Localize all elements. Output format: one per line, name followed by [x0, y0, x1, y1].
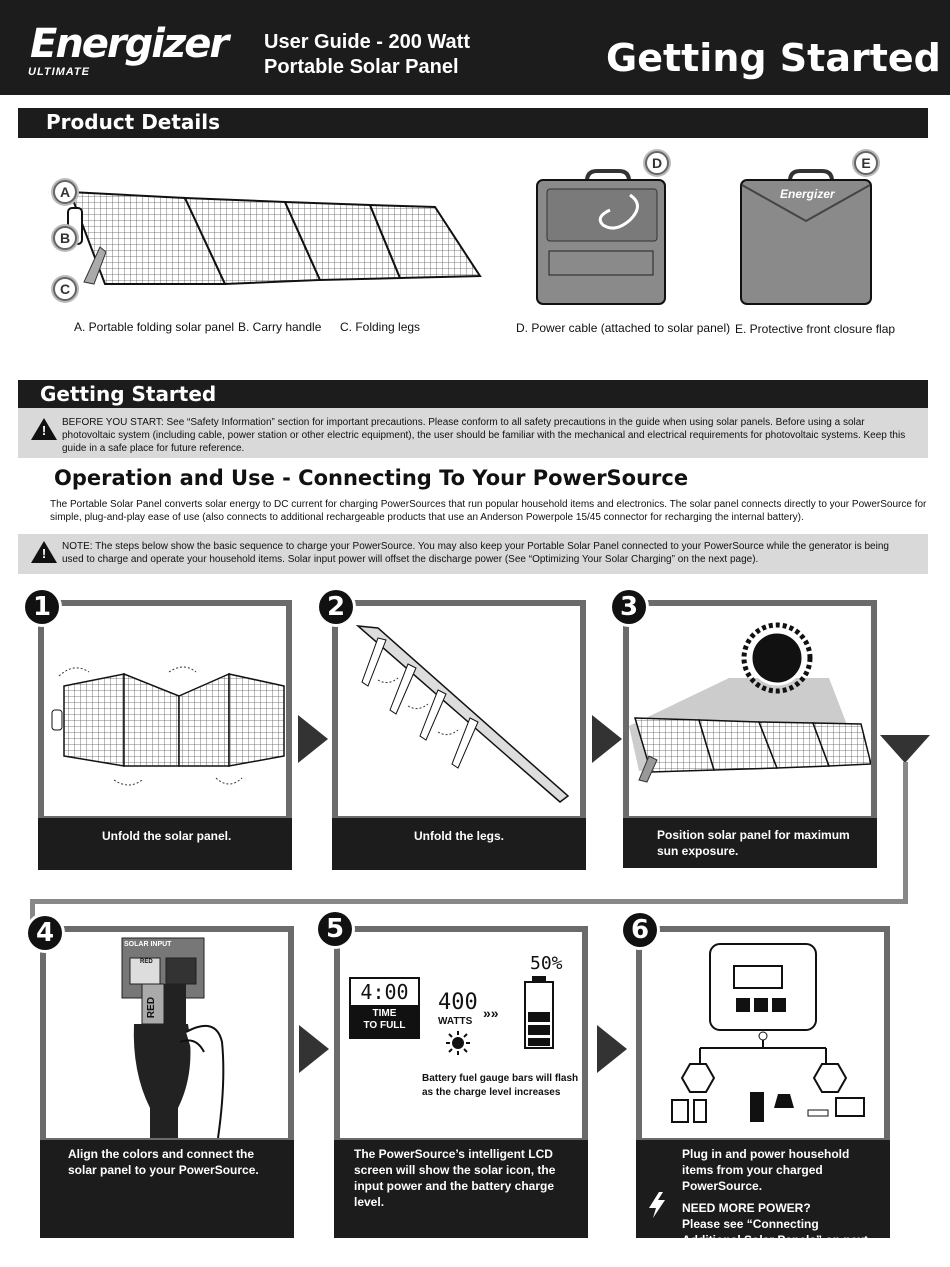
- guide-title: [264, 30, 470, 80]
- flap-logo: Energizer: [780, 187, 835, 201]
- case-back-illustration: [535, 165, 670, 307]
- energizer-logo: Energizer: [30, 21, 228, 67]
- lcd-percent: 50%: [530, 953, 563, 974]
- step-6-number: 6: [623, 913, 657, 947]
- callout-a: A: [53, 180, 77, 204]
- lcd-time-box: [349, 977, 420, 1039]
- step-1-illustration: [44, 606, 286, 816]
- step-2-illustration: [338, 606, 580, 816]
- lcd-time-label-2: TO FULL: [363, 1020, 406, 1031]
- lightning-icon: [645, 1190, 669, 1220]
- callout-d: D: [645, 151, 669, 175]
- step-4-illustration: [46, 932, 288, 1138]
- chevrons-icon: »»: [483, 1005, 499, 1021]
- operation-title: Operation and Use - Connecting To Your PowerSource: [54, 466, 689, 490]
- battery-icon: [518, 974, 564, 1050]
- step-arrow-down: [880, 735, 930, 763]
- page-title: Getting Started: [606, 36, 941, 80]
- step-3-number: 3: [612, 590, 646, 624]
- step-6-illustration: [642, 932, 884, 1138]
- lcd-watts-value: 400: [438, 990, 478, 1015]
- callout-e: E: [854, 151, 878, 175]
- lcd-time-label-1: TIME: [372, 1008, 397, 1019]
- caption-a: A. Portable folding solar panel: [74, 320, 235, 334]
- step-2-number: 2: [319, 590, 353, 624]
- step-1-caption: Unfold the solar panel.: [38, 818, 292, 870]
- caption-c: C. Folding legs: [340, 320, 421, 334]
- step-6-caption: Plug in and power household items from your charged PowerSource.: [682, 1147, 850, 1193]
- note-text: NOTE: The steps below show the basic sequence to charge your PowerSource. You may also keep your Portable Solar Panel connected to your PowerSource while the generator is being used to charge and operate your household items. Solar input power will offset the discharge power (See “Optimizing Your Solar Charging” on the next page).: [62, 541, 889, 565]
- step-3-caption: Position solar panel for maximum sun exposure.: [623, 818, 877, 868]
- need-more-power-text: Please see “Connecting Additional Solar Panels” on next page.: [682, 1217, 869, 1263]
- note-warning-icon-mark: !: [41, 546, 47, 561]
- step-4-frame: [40, 926, 294, 1144]
- solar-input-label: SOLAR INPUT: [124, 941, 172, 948]
- need-more-power-title: NEED MORE POWER?: [682, 1201, 811, 1215]
- step-6-caption-box: [636, 1140, 890, 1263]
- operation-body: The Portable Solar Panel converts solar energy to DC current for charging PowerSources that run popular household items and electronics. The solar panel connects directly to your PowerSource for simple, plug-and-play ease of use (also connects to additional rechargeable products that use an Anderson Powerpole 15/45 connector for recharging the internal battery).: [50, 499, 927, 523]
- red-port-label: RED: [140, 959, 153, 965]
- caption-b: B. Carry handle: [238, 320, 322, 334]
- step-arrow-2: [592, 715, 622, 763]
- caption-e: E. Protective front closure flap: [735, 322, 896, 336]
- connector-line-v: [903, 762, 908, 904]
- step-arrow-5: [597, 1025, 627, 1073]
- lcd-time-label: [351, 1005, 418, 1037]
- step-5-caption: The PowerSource’s intelligent LCD screen will show the solar icon, the input power and the battery charge level.: [334, 1140, 588, 1238]
- solar-panel-illustration: [40, 172, 500, 302]
- guide-title-line1: User Guide - 200 Watt: [264, 31, 470, 53]
- warning-icon-mark: !: [41, 423, 47, 438]
- step-4-caption: Align the colors and connect the solar panel to your PowerSource.: [40, 1140, 294, 1238]
- getting-started-heading: Getting Started: [18, 380, 928, 408]
- callout-b: B: [53, 226, 77, 250]
- battery-gauge-note: Battery fuel gauge bars will flash as the charge level increases: [422, 1073, 579, 1098]
- step-3-frame: [623, 600, 877, 822]
- step-1-number: 1: [25, 590, 59, 624]
- before-you-start-text: BEFORE YOU START: See “Safety Information” section for important precautions. Please conform to all safety precautions in the guide when using solar panels. Before using a solar photovoltaic system (including cable, power station or other electric equipment), the user should be familiar with the mechanical and electrical requirements for photovoltaic systems. Keep this guide in a safe place for future reference.: [62, 417, 906, 454]
- step-3-illustration: [629, 606, 871, 816]
- step-2-frame: [332, 600, 586, 822]
- step-arrow-4: [299, 1025, 329, 1073]
- logo-subtitle: ULTIMATE: [28, 66, 90, 78]
- lcd-watts-label: WATTS: [438, 1016, 473, 1027]
- connector-line-h: [30, 899, 908, 904]
- red-plug-label: RED: [146, 996, 158, 1019]
- caption-d: D. Power cable (attached to solar panel): [516, 321, 731, 335]
- step-1-frame: [38, 600, 292, 822]
- step-6-frame: [636, 926, 890, 1144]
- step-2-caption: Unfold the legs.: [332, 818, 586, 870]
- step-5-number: 5: [318, 912, 352, 946]
- solar-sun-icon: [445, 1030, 471, 1056]
- lcd-time: 4:00: [360, 980, 409, 1004]
- callout-c: C: [53, 277, 77, 301]
- guide-title-line2: Portable Solar Panel: [264, 56, 459, 78]
- product-details-heading: Product Details: [18, 108, 928, 138]
- step-arrow-1: [298, 715, 328, 763]
- step-4-number: 4: [28, 916, 62, 950]
